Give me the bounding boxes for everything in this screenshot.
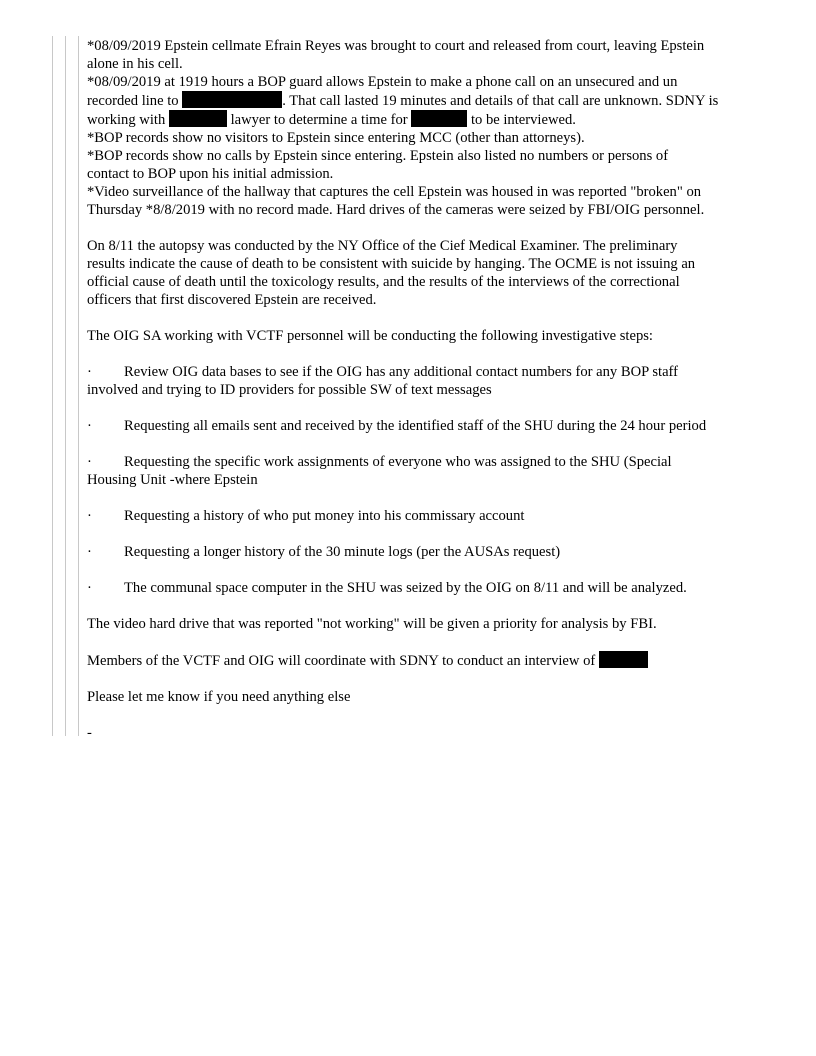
quote-rule-2 [65,36,66,736]
closing-text: Please let me know if you need anything else [87,689,351,705]
timeline-text: . That call lasted 19 minutes and details of that call are unknown. SDNY is [282,93,719,109]
bullet-text: The communal space computer in the SHU was seized by the OIG on 8/11 and will be analyzed. [124,580,687,596]
quote-rule-1 [52,36,53,736]
steps-intro [87,327,787,345]
timeline-line: *Video surveillance of the hallway that captures the cell Epstein was housed in was reported "broken" on [87,184,702,200]
closing [87,688,787,706]
timeline-section [87,37,787,219]
timeline-line: *08/09/2019 Epstein cellmate Efrain Reyes was brought to court and released from court, leaving Epstein [87,38,705,54]
email-body [87,37,787,742]
bullet-item [87,417,787,435]
autopsy-line: officers that first discovered Epstein are received. [87,292,377,308]
timeline-line: contact to BOP upon his initial admission. [87,166,334,182]
coordinate-note [87,651,787,670]
timeline-line: *BOP records show no visitors to Epstein since entering MCC (other than attorneys). [87,130,585,146]
bullet-text: Requesting the specific work assignments of everyone who was assigned to the SHU (Special [124,454,672,470]
steps-intro-text: The OIG SA working with VCTF personnel will be conducting the following investigative steps: [87,328,653,344]
bullet-dot: · [87,454,92,470]
autopsy-line: official cause of death until the toxicology results, and the results of the interviews of the correctional [87,274,680,290]
autopsy-line: On 8/11 the autopsy was conducted by the NY Office of the Cief Medical Examiner. The preliminary [87,238,678,254]
timeline-text: recorded line to [87,93,179,109]
video-note-text: The video hard drive that was reported "not working" will be given a priority for analysis by FBI. [87,616,657,632]
bullet-dot: · [87,364,92,380]
bullet-dot: · [87,418,92,434]
bullet-item [87,363,787,399]
bullet-text: Requesting a longer history of the 30 minute logs (per the AUSAs request) [124,544,561,560]
bullet-item [87,453,787,489]
video-note [87,615,787,633]
bullet-item [87,507,787,525]
bullet-text: involved and trying to ID providers for possible SW of text messages [87,382,492,398]
redaction-box [411,110,467,127]
bullet-text: Requesting all emails sent and received by the identified staff of the SHU during the 24 hour period [124,418,707,434]
bullet-item [87,579,787,597]
timeline-text: working with [87,112,166,128]
timeline-text: to be interviewed. [470,112,576,128]
quote-rule-3 [78,36,79,736]
timeline-line: *08/09/2019 at 1919 hours a BOP guard allows Epstein to make a phone call on an unsecured and un [87,74,678,90]
bullet-item [87,543,787,561]
bullet-dot: · [87,580,92,596]
redaction-box [599,651,648,668]
bullet-text: Requesting a history of who put money into his commissary account [124,508,525,524]
autopsy-paragraph [87,237,787,309]
timeline-text: lawyer to determine a time for [230,112,408,128]
signoff [87,724,787,742]
bullet-text: Housing Unit -where Epstein [87,472,258,488]
timeline-line: Thursday *8/8/2019 with no record made. Hard drives of the cameras were seized by FBI/OIG personnel. [87,202,705,218]
timeline-line: alone in his cell. [87,56,183,72]
coordinate-note-text: Members of the VCTF and OIG will coordinate with SDNY to conduct an interview of [87,653,596,669]
timeline-line-with-redaction [87,110,787,129]
redaction-box [169,110,227,127]
signoff-text: - [87,725,92,741]
timeline-line: *BOP records show no calls by Epstein since entering. Epstein also listed no numbers or persons of [87,148,669,164]
autopsy-line: results indicate the cause of death to be consistent with suicide by hanging. The OCME is not issuing an [87,256,696,272]
bullet-dot: · [87,508,92,524]
bullet-dot: · [87,544,92,560]
redaction-box [182,91,282,108]
bullet-text: Review OIG data bases to see if the OIG has any additional contact numbers for any BOP staff [124,364,679,380]
timeline-line-with-redaction [87,91,787,110]
